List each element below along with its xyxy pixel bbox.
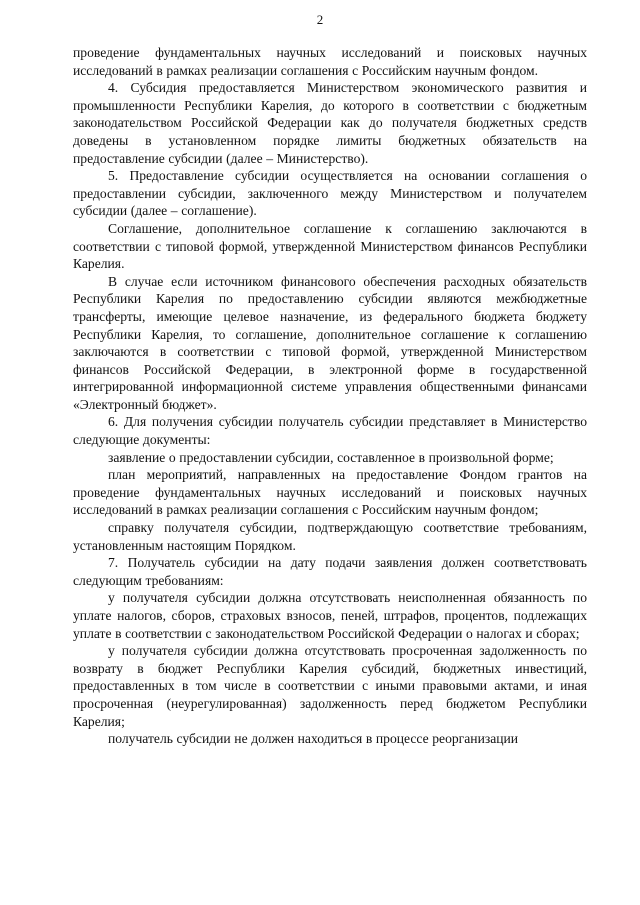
paragraph-7: заявление о предоставлении субсидии, составленное в произвольной форме; [108,449,554,465]
paragraph-12: у получателя субсидии должна отсутствовать просроченная задолженность по возврату в бюджет Республики Карелия субсидий, бюджетных инвестиций, предоставленных в том числе в соответствии с иными правовыми актами, и иная просроченная (неурегулированная) задолженность перед бюджетом Республики Карелия; [73,643,587,729]
paragraph-5: В случае если источником финансового обеспечения расходных обязательств Республики Карелия по предоставлению субсидии являются межбюджетные трансферты, имеющие целевое назначение, из федерального бюджета бюджету Республики Карелия, то соглашение, дополнительное соглашение к соглашению заключаются в соответствии с типовой формой, утвержденной Министерством финансов Российской Федерации, в электронной форме в государственной интегрированной информационной системе управления общественными финансами «Электронный бюджет». [73,273,587,412]
page-number: 2 [316,12,324,27]
paragraph-8: план мероприятий, направленных на предоставление Фондом грантов на проведение фундаментальных научных исследований и поисковых научных исследований в рамках реализации соглашения с Российским научным фондом; [73,467,587,518]
paragraph-2: 4. Субсидия предоставляется Министерством экономического развития и промышленности Республики Карелия, до которого в соответствии с бюджетным законодательством Российской Федерации как до получателя бюджетных средств доведены в установленном порядке лимиты бюджетных обязательств на предоставление субсидии (далее – Министерство). [73,80,587,166]
paragraph-9: справку получателя субсидии, подтверждающую соответствие требованиям, установленным настоящим Порядком. [73,520,587,553]
paragraph-4: Соглашение, дополнительное соглашение к соглашению заключаются в соответствии с типовой формой, утвержденной Министерством финансов Республики Карелия. [73,220,587,272]
paragraph-10: 7. Получатель субсидии на дату подачи заявления должен соответствовать следующим требованиям: [73,555,587,588]
paragraph-3: 5. Предоставление субсидии осуществляется на основании соглашения о предоставлении субсидии, заключенного между Министерством и получателем субсидии (далее – соглашение). [73,168,587,219]
paragraph-6: 6. Для получения субсидии получатель субсидии представляет в Министерство следующие документы: [73,414,587,448]
paragraph-11: у получателя субсидии должна отсутствовать неисполненная обязанность по уплате налогов, сборов, страховых взносов, пеней, штрафов, процентов, подлежащих уплате в соответствии с законодательством Российской Федерации о налогах и сборах; [73,590,587,641]
paragraph-13: получатель субсидии не должен находиться в процессе реорганизации [108,731,519,747]
document-body [73,44,587,748]
paragraph-1: проведение фундаментальных научных исследований и поисковых научных исследований в рамках реализации соглашения с Российским научным фондом. [73,45,587,78]
